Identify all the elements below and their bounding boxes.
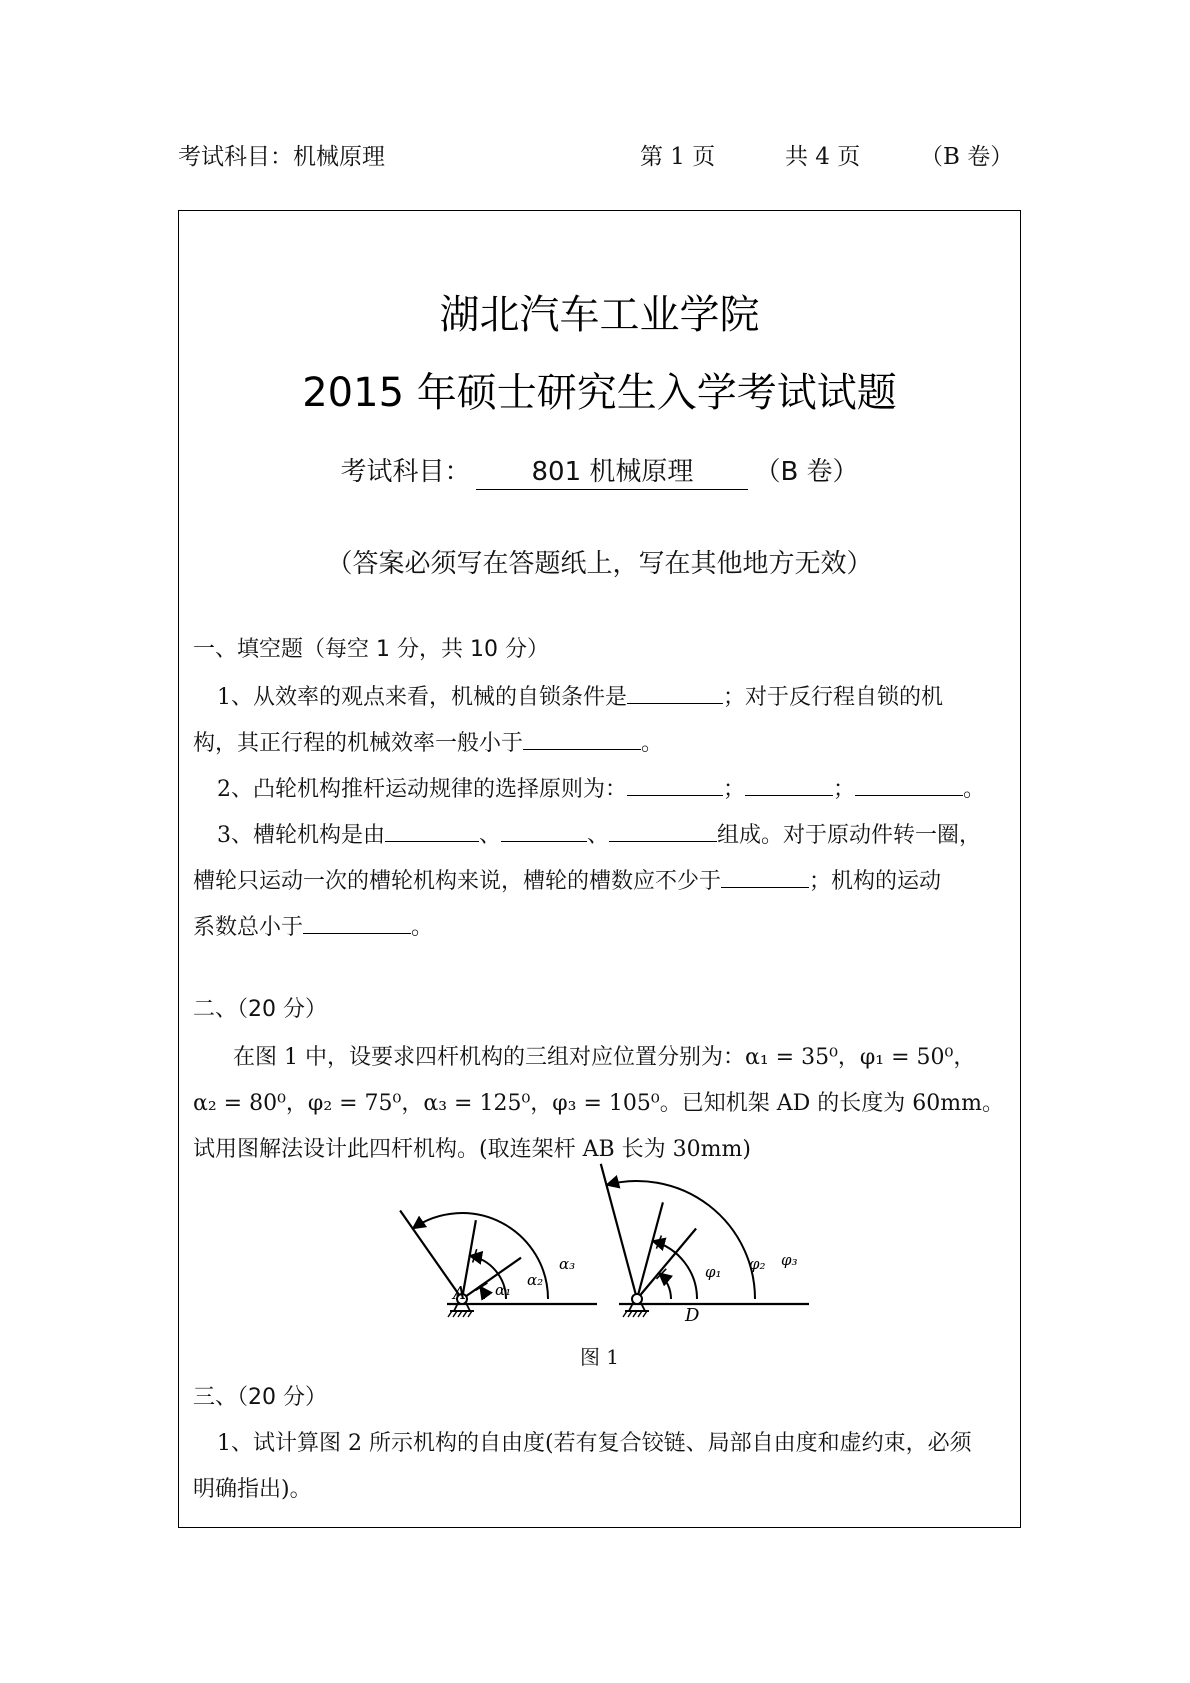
q3-text-c: 槽轮只运动一次的槽轮机构来说，槽轮的槽数应不少于 bbox=[193, 869, 722, 894]
header-page-total: 共 4 页 bbox=[785, 144, 861, 170]
right-link-3 bbox=[601, 1164, 637, 1299]
subject-value: 801 机械原理 bbox=[476, 455, 748, 490]
angle-label-alpha2: α₂ bbox=[527, 1271, 544, 1289]
angle-label-alpha3: α₃ bbox=[559, 1255, 576, 1273]
right-angle-arc-1 bbox=[659, 1273, 671, 1299]
section3-line1: 1、试计算图 2 所示机构的自由度(若有复合铰链、局部自由度和虚约束，必须 bbox=[217, 1431, 972, 1456]
q3-text-a: 3、槽轮机构是由 bbox=[217, 823, 385, 848]
q2-text: 2、凸轮机构推杆运动规律的选择原则为： bbox=[217, 777, 627, 802]
angle-label-phi2: φ₂ bbox=[749, 1255, 766, 1273]
answer-notice: （答案必须写在答题纸上，写在其他地方无效） bbox=[326, 549, 873, 579]
section3-heading: 三、（20 分） bbox=[193, 1385, 327, 1410]
q3-sep: 、 bbox=[587, 823, 610, 848]
q1-text-b: ；对于反行程自锁的机 bbox=[723, 685, 944, 710]
left-link-1 bbox=[462, 1258, 521, 1299]
q3-text-f: 。 bbox=[411, 915, 434, 940]
angle-label-alpha1: α₁ bbox=[495, 1281, 512, 1299]
right-angle-arc-3 bbox=[607, 1181, 756, 1299]
pivot-label-a: A bbox=[453, 1283, 466, 1304]
q2-end: 。 bbox=[963, 777, 986, 802]
q2-sep: ； bbox=[723, 777, 746, 802]
angle-label-phi3: φ₃ bbox=[781, 1251, 798, 1269]
q3-sep: 、 bbox=[479, 823, 502, 848]
section2-line2: α₂ = 80⁰，φ₂ = 75⁰，α₃ = 125⁰，φ₃ = 105⁰。已知机架 AD 的长度为 60mm。 bbox=[193, 1091, 1004, 1116]
q1-text-c: 构，其正行程的机械效率一般小于 bbox=[193, 731, 524, 756]
paper-version: （B 卷） bbox=[754, 457, 859, 487]
section1-heading: 一、填空题（每空 1 分，共 10 分） bbox=[193, 637, 549, 662]
pivot-label-d: D bbox=[685, 1305, 700, 1326]
figure-left-mechanism bbox=[400, 1211, 548, 1318]
exam-title: 2015 年硕士研究生入学考试试题 bbox=[302, 370, 897, 416]
right-angle-arc-2 bbox=[653, 1241, 698, 1299]
left-angle-arc-1 bbox=[480, 1286, 484, 1299]
q1-text-d: 。 bbox=[641, 731, 664, 756]
subject-label: 考试科目： bbox=[340, 457, 471, 487]
header-subject: 考试科目：机械原理 bbox=[178, 144, 385, 170]
right-pivot-joint bbox=[632, 1294, 642, 1304]
school-title: 湖北汽车工业学院 bbox=[439, 292, 760, 338]
angle-label-phi1: φ₁ bbox=[705, 1263, 722, 1281]
header-paper-version: （B 卷） bbox=[920, 144, 1014, 170]
exam-frame bbox=[178, 210, 1021, 1528]
section3-line2: 明确指出)。 bbox=[193, 1477, 312, 1502]
figure-right-mechanism bbox=[601, 1164, 755, 1317]
q2-sep: ； bbox=[833, 777, 856, 802]
q3-text-e: 系数总小于 bbox=[193, 915, 304, 940]
section2-heading: 二、（20 分） bbox=[193, 997, 327, 1022]
section2-line3: 试用图解法设计此四杆机构。(取连架杆 AB 长为 30mm) bbox=[193, 1137, 751, 1162]
figure-1 bbox=[179, 211, 1022, 1529]
q1-text-a: 1、从效率的观点来看，机械的自锁条件是 bbox=[217, 685, 627, 710]
section2-line1: 在图 1 中，设要求四杆机构的三组对应位置分别为：α₁ = 35⁰，φ₁ = 50⁰， bbox=[233, 1045, 976, 1070]
figure-1-caption: 图 1 bbox=[579, 1345, 620, 1369]
q3-text-b: 组成。对于原动件转一圈， bbox=[717, 823, 982, 848]
q3-text-d: ；机构的运动 bbox=[809, 869, 942, 894]
header-page-number: 第 1 页 bbox=[640, 144, 716, 170]
